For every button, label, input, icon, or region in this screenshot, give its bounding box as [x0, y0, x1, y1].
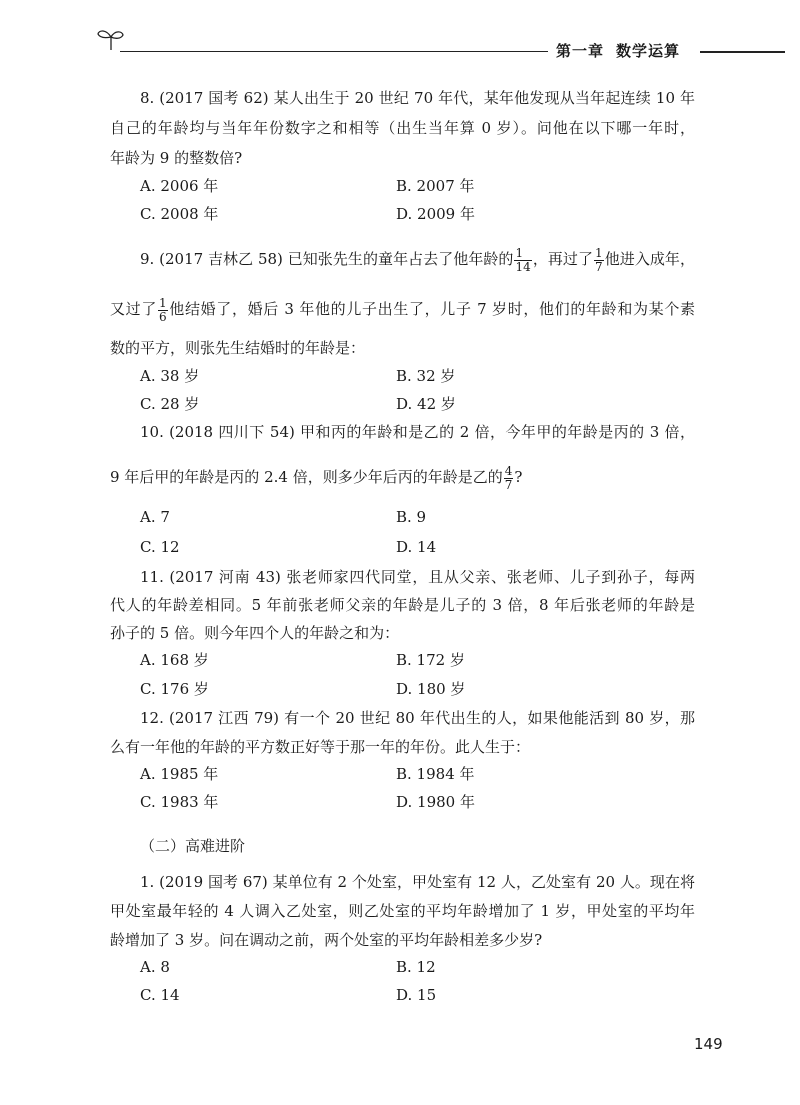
q9-line-1-text-c: 他进入成年，	[604, 250, 695, 268]
fraction-numerator: 1	[595, 245, 603, 260]
q10-option-b: B. 9	[396, 508, 427, 526]
q10-option-a: A. 7	[140, 508, 170, 526]
q9-fraction-1	[514, 247, 531, 274]
q9-line-2	[110, 294, 695, 324]
q9-line-1-text-a: 9. (2017 吉林乙 58) 已知张先生的童年占去了他年龄的	[140, 250, 514, 268]
chapter-name: 数学运算	[616, 42, 681, 60]
fraction-numerator: 4	[504, 463, 513, 478]
q11-option-a: A. 168 岁	[140, 651, 209, 669]
q9-line-1-text-b: ，再过了	[532, 250, 594, 268]
q9-option-d: D. 42 岁	[396, 395, 456, 413]
q10-line-2	[110, 462, 695, 492]
chapter-title	[556, 40, 680, 61]
q11-line-3: 孙子的 5 倍。则今年四个人的年龄之和为：	[110, 624, 400, 642]
q11-line-1: 11. (2017 河南 43) 张老师家四代同堂，且从父亲、张老师、儿子到孙子，每两	[140, 568, 695, 586]
q10-option-c: C. 12	[140, 538, 180, 556]
section-title-advanced: （二）高难进阶	[140, 837, 246, 855]
q10-line-2-text-a: 9 年后甲的年龄是丙的 2.4 倍，则多少年后丙的年龄是乙的	[110, 468, 503, 486]
q9-option-c: C. 28 岁	[140, 395, 200, 413]
q9-line-1	[140, 244, 695, 274]
q9-fraction-3	[158, 297, 168, 324]
fraction-numerator: 1	[514, 247, 531, 261]
q8-option-d: D. 2009 年	[396, 205, 475, 223]
adv1-line-2: 甲处室最年轻的 4 人调入乙处室，则乙处室的平均年龄增加了 1 岁，甲处室的平均年	[110, 902, 695, 920]
adv1-option-a: A. 8	[140, 958, 170, 976]
q8-line-3: 年龄为 9 的整数倍?	[110, 149, 243, 167]
fraction-numerator: 1	[159, 295, 167, 310]
chapter-number: 第一章	[556, 42, 605, 60]
q12-line-1: 12. (2017 江西 79) 有一个 20 世纪 80 年代出生的人，如果他能活到 80 岁，那	[140, 709, 695, 727]
adv1-line-1: 1. (2019 国考 67) 某单位有 2 个处室，甲处室有 12 人，乙处室有 20 人。现在将	[140, 873, 695, 891]
q12-option-b: B. 1984 年	[396, 765, 475, 783]
q12-option-a: A. 1985 年	[140, 765, 219, 783]
adv1-option-b: B. 12	[396, 958, 436, 976]
q10-line-1: 10. (2018 四川下 54) 甲和丙的年龄和是乙的 2 倍，今年甲的年龄是丙的 3 倍，	[140, 423, 695, 441]
q12-line-2: 么有一年他的年龄的平方数正好等于那一年的年份。此人生于：	[110, 738, 531, 756]
q9-fraction-2	[594, 247, 604, 274]
q9-line-2-text-a: 又过了	[110, 300, 157, 318]
q9-line-3: 数的平方，则张先生结婚时的年龄是：	[110, 339, 366, 357]
q9-option-a: A. 38 岁	[140, 367, 200, 385]
page-number: 149	[694, 1035, 723, 1053]
q8-option-b: B. 2007 年	[396, 177, 475, 195]
q10-fraction	[504, 465, 514, 492]
q11-option-d: D. 180 岁	[396, 680, 466, 698]
fraction-denominator: 6	[159, 309, 167, 324]
q8-line-2: 自己的年龄均与当年年份数字之和相等（出生当年算 0 岁）。问他在以下哪一年时，	[110, 119, 695, 137]
fraction-denominator: 14	[515, 259, 531, 274]
q8-option-a: A. 2006 年	[140, 177, 219, 195]
header-rule-right	[700, 51, 785, 53]
adv1-line-3: 龄增加了 3 岁。问在调动之前，两个处室的平均年龄相差多少岁?	[110, 931, 543, 949]
adv1-option-c: C. 14	[140, 986, 180, 1004]
fraction-denominator: 7	[504, 477, 513, 492]
q11-option-b: B. 172 岁	[396, 651, 465, 669]
q10-line-2-text-b: ?	[514, 468, 523, 486]
q10-option-d: D. 14	[396, 538, 437, 556]
sprout-icon	[96, 26, 126, 52]
fraction-denominator: 7	[595, 259, 603, 274]
q8-line-1: 8. (2017 国考 62) 某人出生于 20 世纪 70 年代，某年他发现从当年起连续 10 年	[140, 89, 695, 107]
q9-line-2-text-b: 他结婚了，婚后 3 年他的儿子出生了，儿子 7 岁时，他们的年龄和为某个素	[168, 300, 695, 318]
adv1-option-d: D. 15	[396, 986, 437, 1004]
q12-option-d: D. 1980 年	[396, 793, 475, 811]
q9-option-b: B. 32 岁	[396, 367, 456, 385]
q11-line-2: 代人的年龄差相同。5 年前张老师父亲的年龄是儿子的 3 倍，8 年后张老师的年龄是	[110, 596, 695, 614]
q12-option-c: C. 1983 年	[140, 793, 219, 811]
q8-option-c: C. 2008 年	[140, 205, 219, 223]
q11-option-c: C. 176 岁	[140, 680, 209, 698]
header-rule-left	[120, 51, 548, 52]
page-header	[0, 0, 800, 70]
